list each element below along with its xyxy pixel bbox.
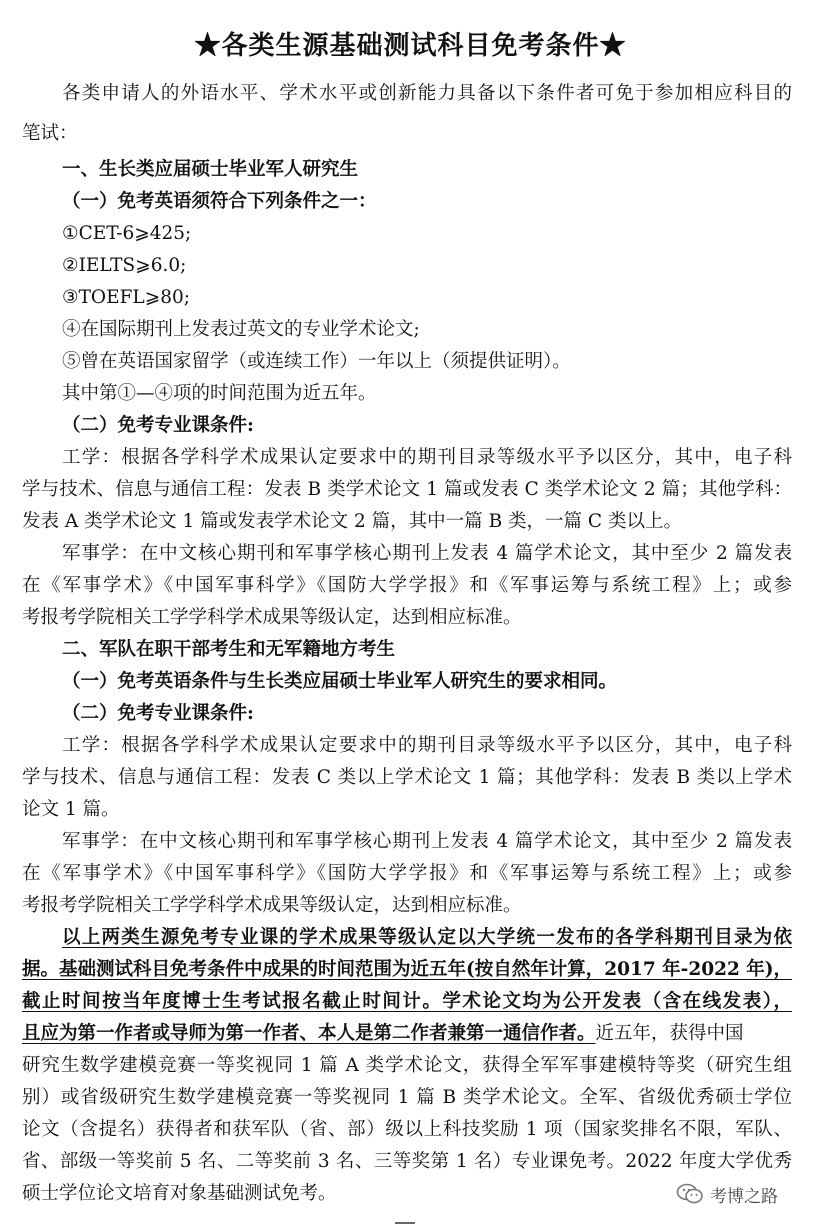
paragraph-line: 工学：根据各学科学术成果认定要求中的期刊目录等级水平予以区分，其中，电子科 xyxy=(62,735,792,756)
underlined-line: 以上两类生源免考专业课的学术成果等级认定以大学统一发布的各学科期刊目录为依 xyxy=(62,927,792,948)
paragraph-line: 考报考学院相关工学学科学术成果等级认定，达到相应标准。 xyxy=(22,895,522,916)
paragraph-line: 学与技术、信息与通信工程：发表 B 类学术论文 1 篇或发表 C 类学术论文 2 篇；其他学科： xyxy=(22,479,792,500)
watermark xyxy=(676,1178,778,1210)
list-item-cet6: ①CET-6⩾425; xyxy=(62,223,192,244)
page-title: ★各类生源基础测试科目免考条件★ xyxy=(194,31,627,61)
paragraph-line: 发表 A 类学术论文 1 篇或发表学术论文 2 篇，其中一篇 B 类，一篇 C 类以上。 xyxy=(22,511,682,532)
list-item-paper: ④在国际期刊上发表过英文的专业学术论文; xyxy=(62,319,420,340)
subheading-2-2: （二）免考专业课条件: xyxy=(62,703,254,724)
paragraph-line: 考报考学院相关工学学科学术成果等级认定，达到相应标准。 xyxy=(22,607,522,628)
paragraph-line: 在《军事学术》《中国军事科学》《国防大学学报》和《军事运筹与系统工程》上；或参 xyxy=(22,575,792,596)
paragraph-line: 硕士学位论文培育对象基础测试免考。 xyxy=(22,1183,337,1204)
page-number-fragment xyxy=(395,1222,415,1231)
wechat-icon xyxy=(676,1183,704,1205)
section-heading-2: 二、军队在职干部考生和无军籍地方考生 xyxy=(62,639,396,660)
subheading-2-1: （一）免考英语条件与生长类应届硕士毕业军人研究生的要求相同。 xyxy=(62,671,618,692)
intro-line-1: 各类申请人的外语水平、学术水平或创新能力具备以下条件者可免于参加相应科目的 xyxy=(62,83,792,104)
subheading-1-2: （二）免考专业课条件: xyxy=(62,415,254,436)
paragraph-line: 论文（含提名）获得者和获军队（省、部）级以上科技奖励 1 项（国家奖排名不限，军队、 xyxy=(22,1119,792,1140)
underlined-segment: 且应为第一作者或导师为第一作者、本人是第二作者兼第一通信作者。 xyxy=(22,1023,596,1044)
underlined-line: 据。基础测试科目免考条件中成果的时间范围为近五年(按自然年计算，2017 年-2022 年)， xyxy=(22,959,793,980)
paragraph-line: 军事学：在中文核心期刊和军事学核心期刊上发表 4 篇学术论文，其中至少 2 篇发表 xyxy=(62,831,792,852)
paragraph-line: 别）或省级研究生数学建模竞赛一等奖视同 1 篇 B 类学术论文。全军、省级优秀硕士学位 xyxy=(22,1087,792,1108)
time-range-note: 其中第①—④项的时间范围为近五年。 xyxy=(62,383,377,404)
list-item-toefl: ③TOEFL⩾80; xyxy=(62,287,190,308)
watermark-text: 考博之路 xyxy=(710,1186,778,1207)
paragraph-line: 研究生数学建模竞赛一等奖视同 1 篇 A 类学术论文，获得全军军事建模特等奖（研究生组 xyxy=(22,1055,792,1076)
paragraph-line: 军事学：在中文核心期刊和军事学核心期刊上发表 4 篇学术论文，其中至少 2 篇发表 xyxy=(62,543,792,564)
section-heading-1: 一、生长类应届硕士毕业军人研究生 xyxy=(62,159,359,180)
plain-segment: 近五年，获得中国 xyxy=(595,1023,744,1044)
paragraph-line: 省、部级一等奖前 5 名、二等奖前 3 名、三等奖第 1 名）专业课免考。2022 年度大学优秀 xyxy=(22,1151,792,1172)
list-item-abroad: ⑤曾在英语国家留学（或连续工作）一年以上（须提供证明）。 xyxy=(62,351,571,372)
intro-line-2: 笔试： xyxy=(22,123,78,144)
paragraph-line: 论文 1 篇。 xyxy=(22,799,120,820)
underlined-line: 截止时间按当年度博士生考试报名截止时间计。学术论文均为公开发表（含在线发表）， xyxy=(22,991,792,1012)
mixed-line xyxy=(22,1018,792,1050)
subheading-1-1: （一）免考英语须符合下列条件之一： xyxy=(62,191,377,212)
list-item-ielts: ②IELTS⩾6.0; xyxy=(62,255,187,276)
paragraph-line: 在《军事学术》《中国军事科学》《国防大学学报》和《军事运筹与系统工程》上；或参 xyxy=(22,863,792,884)
paragraph-line: 学与技术、信息与通信工程：发表 C 类以上学术论文 1 篇；其他学科：发表 B 类以上学术 xyxy=(22,767,792,788)
paragraph-line: 工学：根据各学科学术成果认定要求中的期刊目录等级水平予以区分，其中，电子科 xyxy=(62,447,792,468)
